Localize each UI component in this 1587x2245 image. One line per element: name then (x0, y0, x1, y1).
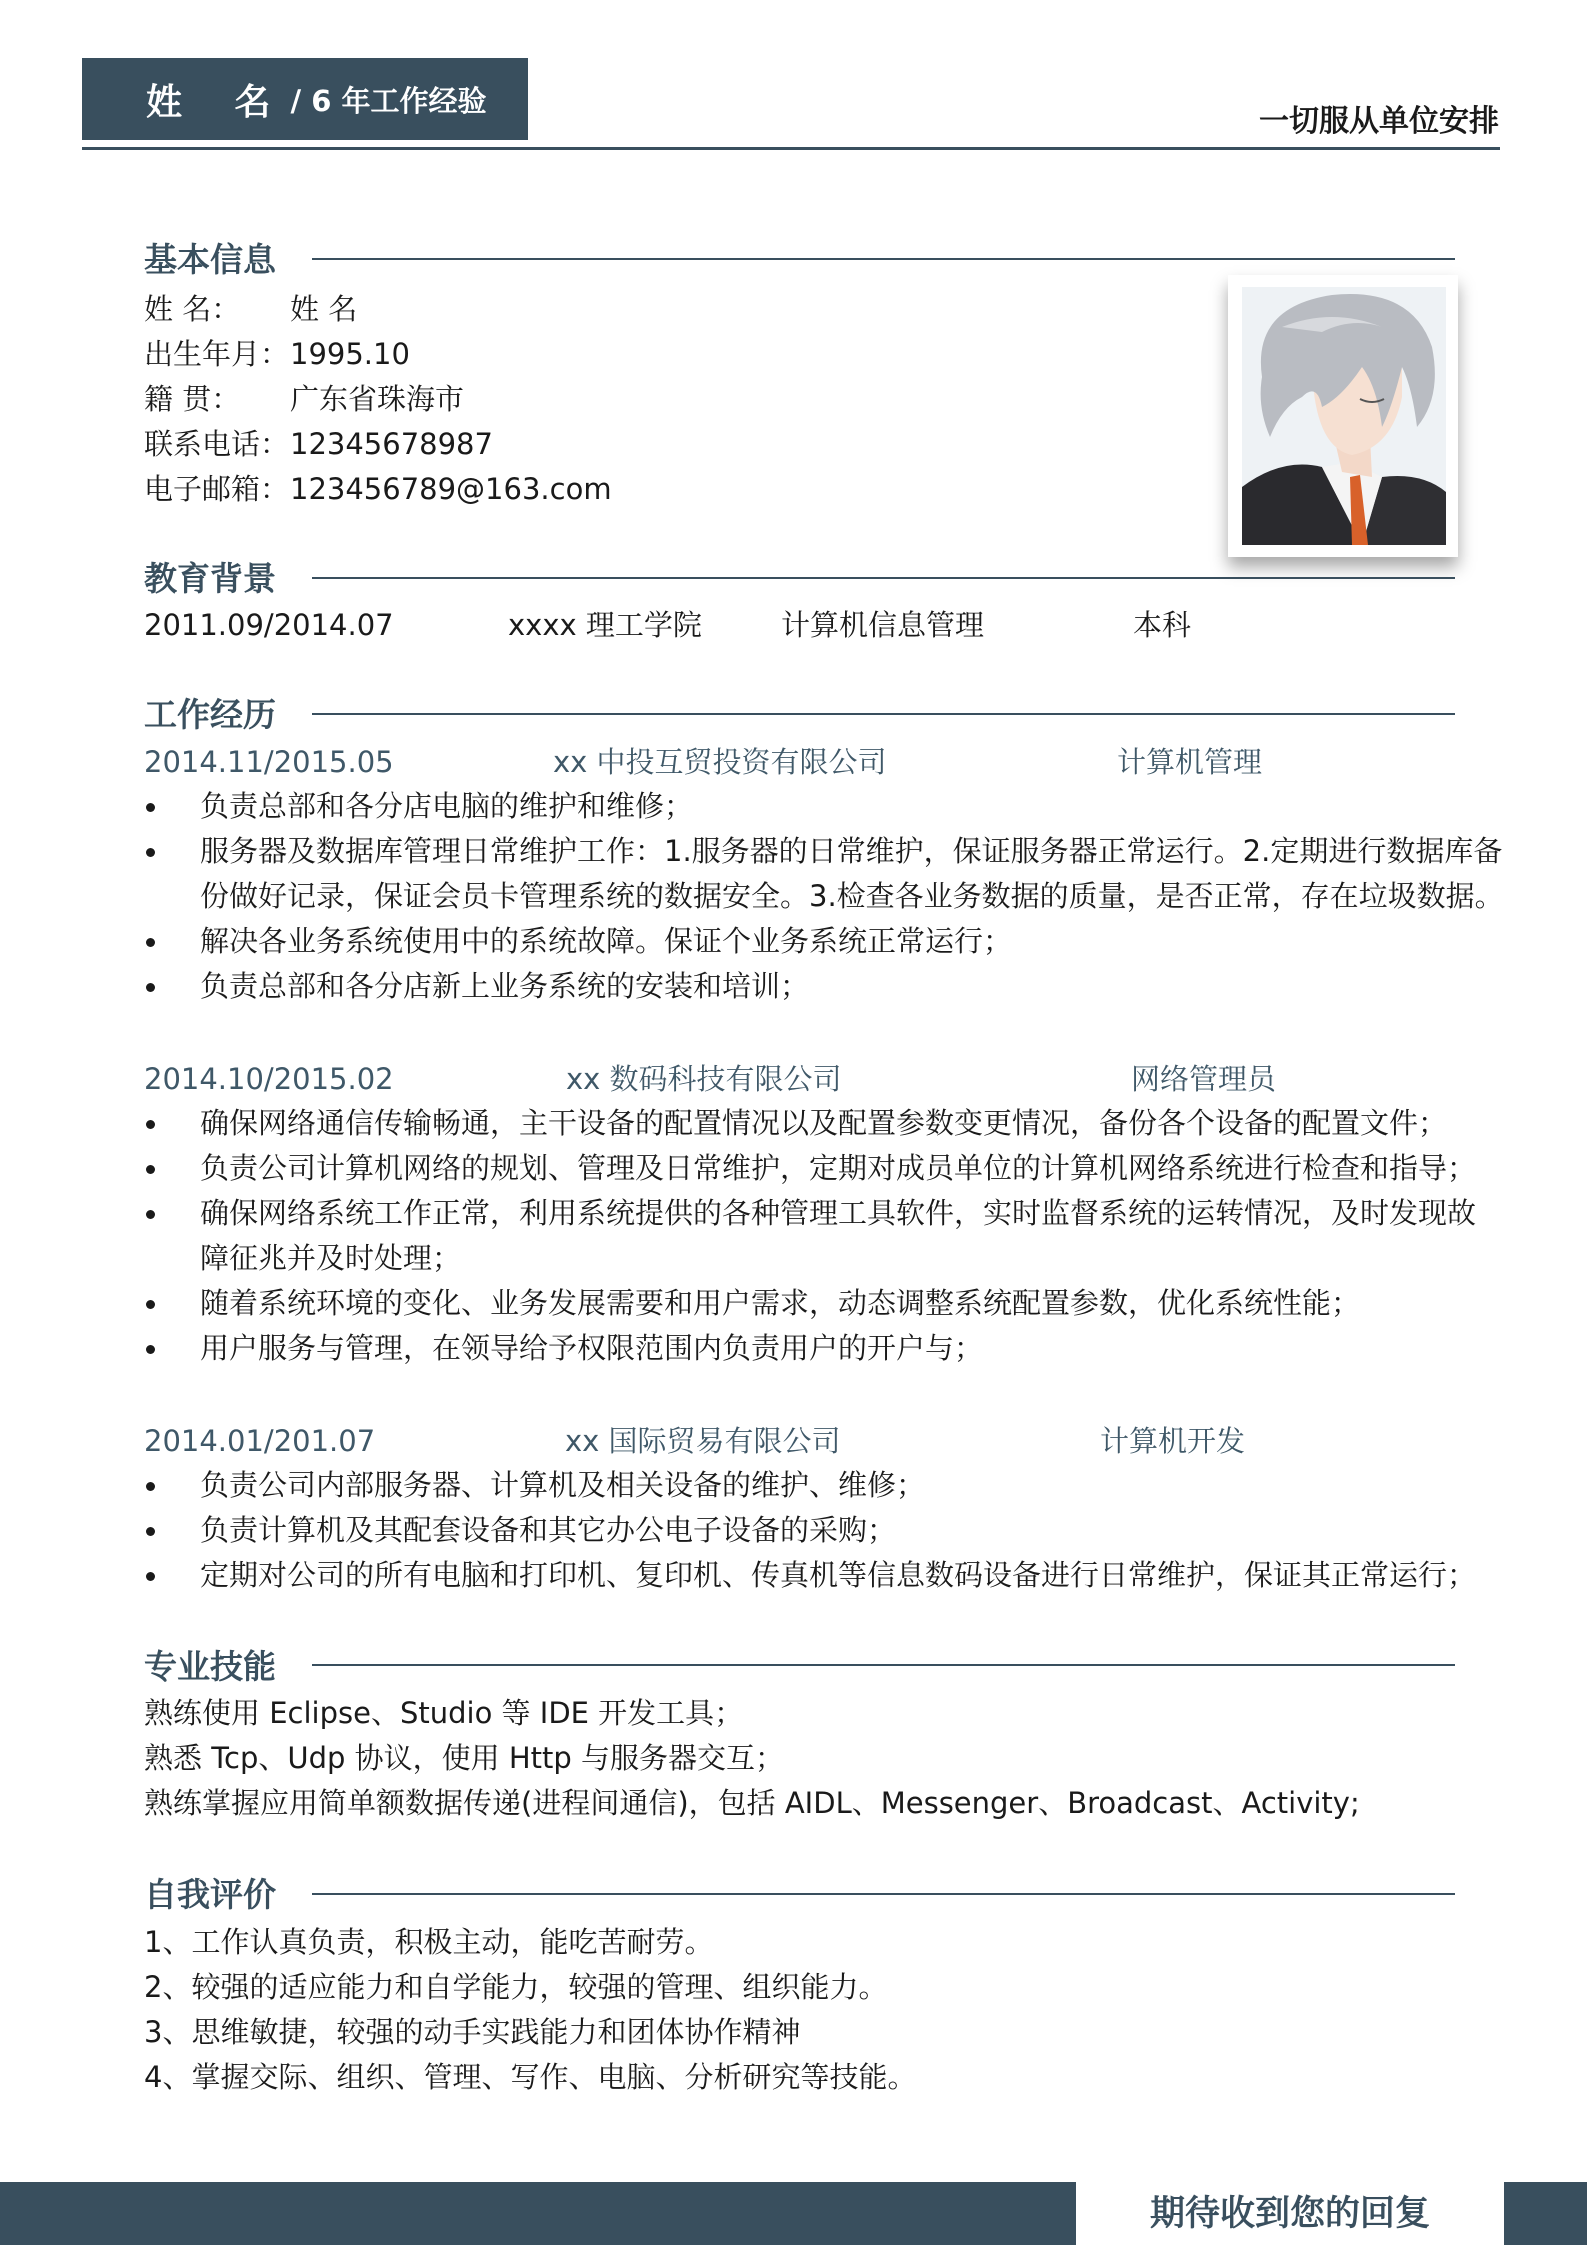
section-divider-education (312, 577, 1455, 579)
education-major: 计算机信息管理 (781, 608, 985, 642)
info-row-phone (144, 422, 612, 467)
candidate-name: 姓 名 (146, 81, 291, 123)
skills-list (144, 1691, 1360, 1826)
job-duty-list (144, 1463, 1504, 1598)
list-item: 定期对公司的所有电脑和打印机、复印机、传真机等信息数码设备进行日常维护，保证其正常运行； (144, 1553, 1504, 1598)
info-value: 12345678987 (290, 427, 493, 461)
info-label: 籍 贯： (144, 382, 241, 416)
list-item: 熟悉 Tcp、Udp 协议，使用 Http 与服务器交互； (144, 1741, 785, 1775)
list-item: 服务器及数据库管理日常维护工作：1.服务器的日常维护，保证服务器正常运行。2.定期进行数据库备份做好记录，保证会员卡管理系统的数据安全。3.检查各业务数据的质量，是否正常，存在垃圾数据。 (144, 829, 1504, 919)
footer-bar-left (0, 2182, 1076, 2245)
list-item: 解决各业务系统使用中的系统故障。保证个业务系统正常运行； (144, 919, 1504, 964)
avatar (1242, 287, 1446, 545)
info-value: 1995.10 (290, 337, 410, 371)
info-label: 姓 名： (144, 292, 241, 326)
info-row-hometown (144, 377, 612, 422)
list-item: 用户服务与管理，在领导给予权限范围内负责用户的开户与； (144, 1326, 1504, 1371)
info-label: 电子邮箱： (144, 472, 290, 506)
header-tagline: 一切服从单位安排 (1259, 104, 1499, 139)
job-company: xx 国际贸易有限公司 (565, 1424, 841, 1458)
list-item: 2、较强的适应能力和自学能力，较强的管理、组织能力。 (144, 1970, 888, 2004)
list-item: 确保网络通信传输畅通，主干设备的配置情况以及配置参数变更情况，备份各个设备的配置文件； (144, 1101, 1504, 1146)
job-period: 2014.11/2015.05 (144, 745, 394, 779)
info-label: 出生年月： (144, 337, 290, 371)
section-divider-basic-info (312, 258, 1455, 260)
info-row-birth (144, 332, 612, 377)
name-banner (82, 58, 528, 140)
list-item: 4、掌握交际、组织、管理、写作、电脑、分析研究等技能。 (144, 2060, 917, 2094)
section-divider-work (312, 713, 1455, 715)
education-school: xxxx 理工学院 (508, 608, 702, 642)
list-item: 随着系统环境的变化、业务发展需要和用户需求，动态调整系统配置参数，优化系统性能； (144, 1281, 1504, 1326)
list-item: 1、工作认真负责，积极主动，能吃苦耐劳。 (144, 1925, 714, 1959)
info-value: 123456789@163.com (290, 472, 612, 506)
job-period: 2014.10/2015.02 (144, 1062, 394, 1096)
basic-info-list (144, 287, 612, 512)
section-title-self-eval: 自我评价 (144, 1875, 276, 1914)
info-value: 姓 名 (290, 292, 358, 326)
info-value: 广东省珠海市 (290, 382, 465, 416)
experience-years: / 6 年工作经验 (290, 83, 487, 118)
job-role: 网络管理员 (1131, 1062, 1277, 1096)
job-company: xx 数码科技有限公司 (566, 1062, 842, 1096)
section-divider-self-eval (312, 1893, 1455, 1895)
info-label: 联系电话： (144, 427, 290, 461)
self-eval-list (144, 1920, 916, 2100)
list-item: 3、思维敏捷，较强的动手实践能力和团体协作精神 (144, 2015, 801, 2049)
footer-message: 期待收到您的回复 (1150, 2194, 1431, 2234)
job-company: xx 中投互贸投资有限公司 (553, 745, 887, 779)
section-title-education: 教育背景 (144, 559, 276, 598)
list-item: 熟练掌握应用简单额数据传递(进程间通信)，包括 AIDL、Messenger、Broadcast、Activity; (144, 1786, 1360, 1820)
section-title-work: 工作经历 (144, 695, 276, 734)
info-row-name (144, 287, 612, 332)
list-item: 确保网络系统工作正常，利用系统提供的各种管理工具软件，实时监督系统的运转情况，及时发现故障征兆并及时处理； (144, 1191, 1504, 1281)
job-duty-list (144, 1101, 1504, 1371)
job-role: 计算机管理 (1117, 745, 1263, 779)
list-item: 负责总部和各分店电脑的维护和维修； (144, 784, 1504, 829)
section-divider-skills (312, 1664, 1455, 1666)
profile-photo-frame (1228, 275, 1458, 557)
job-duty-list (144, 784, 1504, 1009)
list-item: 负责计算机及其配套设备和其它办公电子设备的采购； (144, 1508, 1504, 1553)
education-degree: 本科 (1133, 608, 1192, 642)
job-period: 2014.01/201.07 (144, 1424, 376, 1458)
header-divider (82, 147, 1500, 150)
section-title-skills: 专业技能 (144, 1647, 276, 1686)
job-role: 计算机开发 (1100, 1424, 1246, 1458)
list-item: 负责总部和各分店新上业务系统的安装和培训； (144, 964, 1504, 1009)
list-item: 负责公司内部服务器、计算机及相关设备的维护、维修； (144, 1463, 1504, 1508)
footer-bar-right (1504, 2182, 1587, 2245)
list-item: 熟练使用 Eclipse、Studio 等 IDE 开发工具； (144, 1696, 744, 1730)
education-period: 2011.09/2014.07 (144, 608, 394, 642)
section-title-basic-info: 基本信息 (144, 240, 276, 279)
list-item: 负责公司计算机网络的规划、管理及日常维护，定期对成员单位的计算机网络系统进行检查和指导； (144, 1146, 1504, 1191)
info-row-email (144, 467, 612, 512)
